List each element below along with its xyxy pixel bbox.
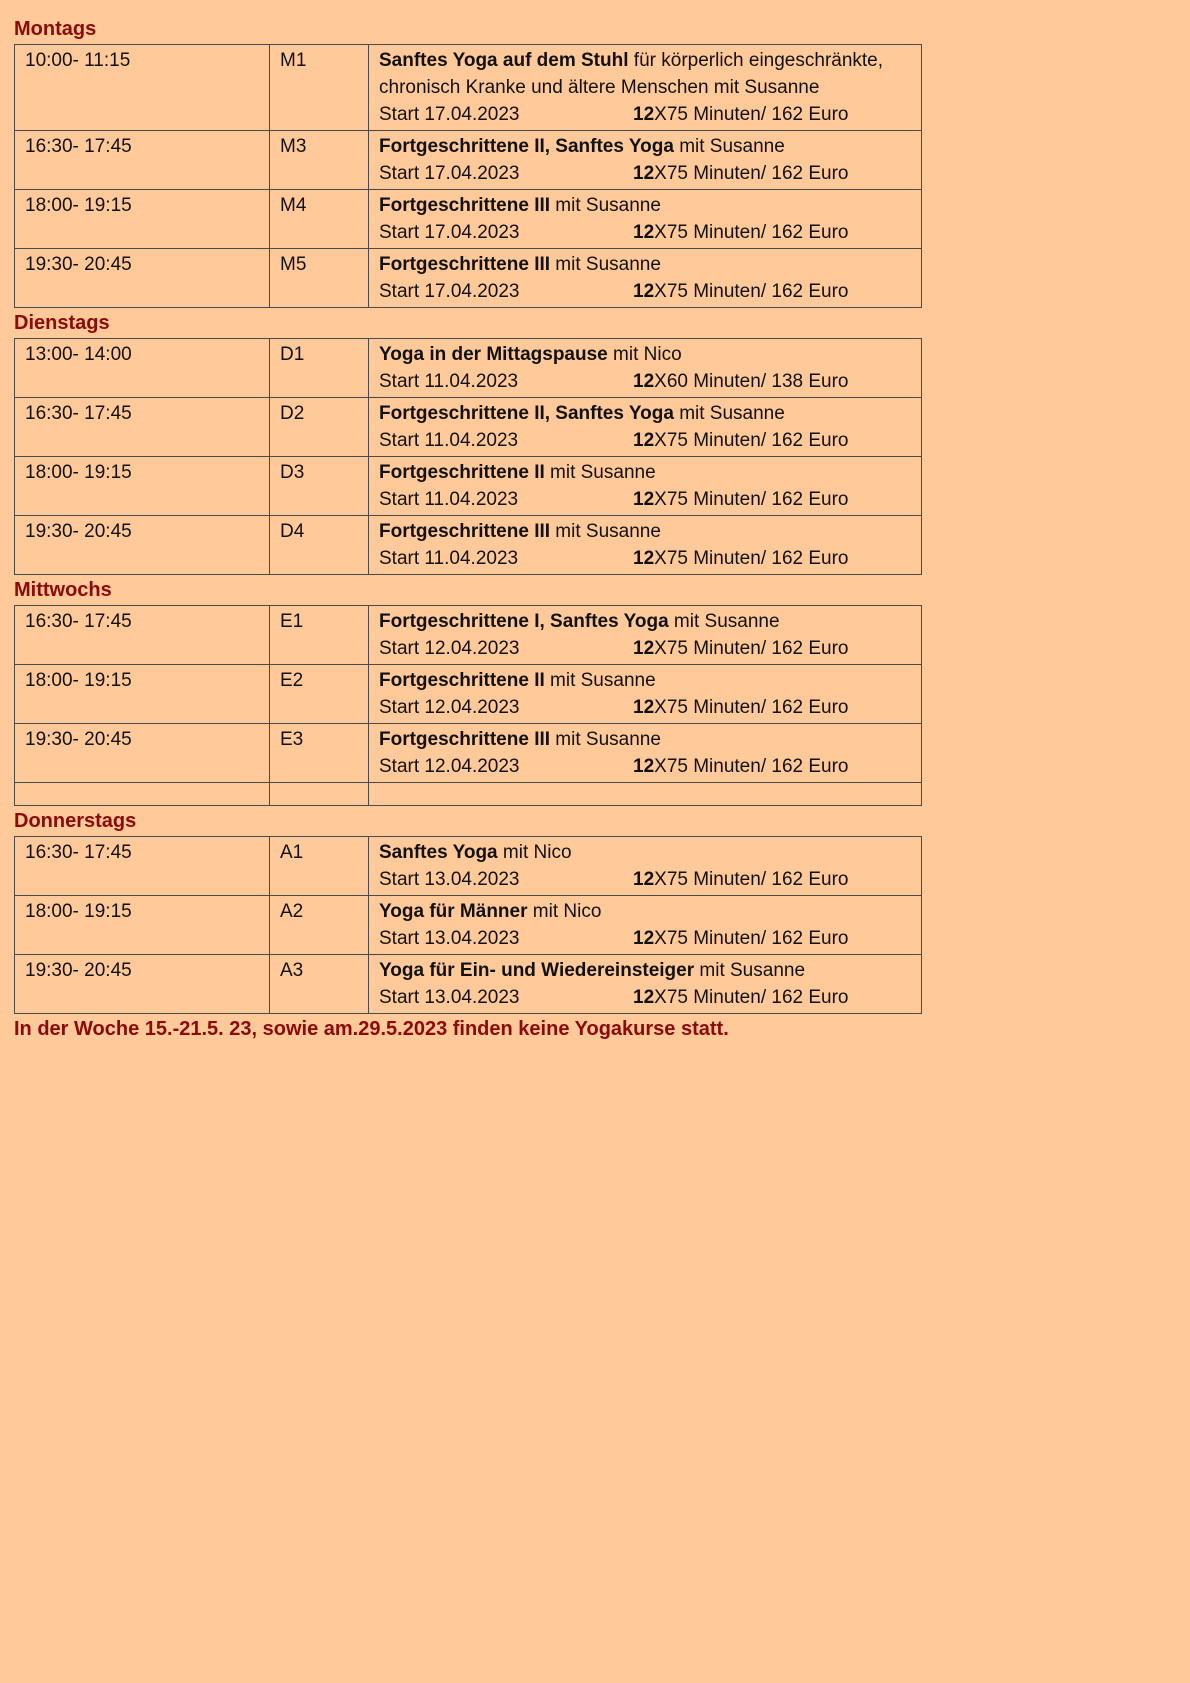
course-title: Sanftes Yoga auf dem Stuhl [379, 50, 629, 71]
course-description [369, 131, 922, 190]
session-count: 12 [633, 697, 655, 718]
course-title: Fortgeschrittene III [379, 254, 551, 275]
session-count: 12 [633, 371, 655, 392]
table-row [15, 398, 922, 457]
course-time: 16:30- 17:45 [15, 131, 270, 190]
course-price [633, 278, 849, 305]
course-description [369, 516, 922, 575]
course-price [633, 368, 849, 395]
course-price [633, 984, 849, 1011]
start-date: Start 17.04.2023 [379, 281, 520, 302]
course-title-line [379, 898, 911, 925]
start-date: Start 11.04.2023 [379, 430, 519, 451]
course-price [633, 694, 849, 721]
course-price [633, 101, 849, 128]
course-title-line [379, 608, 911, 635]
course-start-line [379, 278, 911, 305]
course-title-line [379, 459, 911, 486]
course-time: 19:30- 20:45 [15, 724, 270, 783]
start-date: Start 12.04.2023 [379, 756, 520, 777]
course-code: D4 [270, 516, 369, 575]
course-price [633, 545, 849, 572]
course-description [369, 837, 922, 896]
table-row [15, 955, 922, 1014]
start-date: Start 13.04.2023 [379, 987, 520, 1008]
schedule-table [14, 836, 922, 1014]
session-count: 12 [633, 548, 655, 569]
duration-price: X75 Minuten/ 162 Euro [654, 987, 849, 1008]
table-row [15, 783, 922, 806]
course-title-line [379, 251, 911, 278]
course-price [633, 427, 849, 454]
course-teacher-info: mit Susanne [550, 195, 661, 216]
table-row [15, 457, 922, 516]
course-teacher-info: mit Susanne [550, 729, 661, 750]
session-count: 12 [633, 163, 655, 184]
course-code: A1 [270, 837, 369, 896]
course-time: 18:00- 19:15 [15, 457, 270, 516]
table-row [15, 249, 922, 308]
course-teacher-info: mit Susanne [544, 462, 656, 483]
course-teacher-info: mit Susanne [544, 670, 656, 691]
session-count: 12 [633, 489, 655, 510]
course-title-line [379, 400, 911, 427]
course-time: 18:00- 19:15 [15, 665, 270, 724]
course-teacher-info: mit Susanne [673, 136, 785, 157]
table-row [15, 339, 922, 398]
course-code: E3 [270, 724, 369, 783]
session-count: 12 [633, 222, 655, 243]
session-count: 12 [633, 430, 655, 451]
duration-price: X60 Minuten/ 138 Euro [654, 371, 849, 392]
start-date: Start 12.04.2023 [379, 638, 520, 659]
table-row [15, 896, 922, 955]
session-count: 12 [633, 638, 655, 659]
course-start-line [379, 925, 911, 952]
course-start-line [379, 545, 911, 572]
duration-price: X75 Minuten/ 162 Euro [654, 222, 849, 243]
course-title: Fortgeschrittene III [379, 195, 551, 216]
course-start-line [379, 368, 911, 395]
start-date: Start 12.04.2023 [379, 697, 520, 718]
course-teacher-info: mit Nico [497, 842, 572, 863]
day-heading: Donnerstags [14, 810, 137, 832]
course-price [633, 219, 849, 246]
course-title-line [379, 667, 911, 694]
duration-price: X75 Minuten/ 162 Euro [654, 548, 849, 569]
course-start-line [379, 427, 911, 454]
course-start-line [379, 101, 911, 128]
course-title-line [379, 47, 911, 101]
course-title-line [379, 839, 911, 866]
day-heading: Mittwochs [14, 579, 112, 601]
course-price [633, 160, 849, 187]
duration-price: X75 Minuten/ 162 Euro [654, 104, 849, 125]
schedule-table [14, 44, 922, 308]
course-price [633, 486, 849, 513]
course-title: Fortgeschrittene I, Sanftes Yoga [379, 611, 669, 632]
course-code: E2 [270, 665, 369, 724]
start-date: Start 17.04.2023 [379, 222, 520, 243]
course-start-line [379, 694, 911, 721]
duration-price: X75 Minuten/ 162 Euro [654, 928, 849, 949]
course-description [369, 398, 922, 457]
course-title-line [379, 957, 911, 984]
duration-price: X75 Minuten/ 162 Euro [654, 697, 849, 718]
course-title-line [379, 192, 911, 219]
course-price [633, 635, 849, 662]
duration-price: X75 Minuten/ 162 Euro [654, 430, 849, 451]
course-time: 19:30- 20:45 [15, 955, 270, 1014]
table-row [15, 45, 922, 131]
course-price [633, 866, 849, 893]
course-teacher-info: mit Susanne [673, 403, 785, 424]
course-time: 16:30- 17:45 [15, 606, 270, 665]
course-description [369, 896, 922, 955]
course-description [369, 339, 922, 398]
table-row [15, 516, 922, 575]
course-title: Yoga für Ein- und Wiedereinsteiger [379, 960, 695, 981]
session-count: 12 [633, 281, 655, 302]
start-date: Start 13.04.2023 [379, 869, 520, 890]
course-title-line [379, 726, 911, 753]
table-row [15, 724, 922, 783]
start-date: Start 13.04.2023 [379, 928, 520, 949]
course-description [369, 457, 922, 516]
day-heading: Montags [14, 18, 97, 40]
course-code: E1 [270, 606, 369, 665]
course-title: Sanftes Yoga [379, 842, 498, 863]
course-start-line [379, 984, 911, 1011]
session-count: 12 [633, 987, 655, 1008]
start-date: Start 11.04.2023 [379, 548, 519, 569]
course-time: 18:00- 19:15 [15, 896, 270, 955]
course-teacher-info: mit Nico [527, 901, 602, 922]
duration-price: X75 Minuten/ 162 Euro [654, 163, 849, 184]
course-code: M4 [270, 190, 369, 249]
course-start-line [379, 635, 911, 662]
course-description [369, 190, 922, 249]
session-count: 12 [633, 928, 655, 949]
course-price [633, 753, 849, 780]
schedule-table [14, 338, 922, 575]
duration-price: X75 Minuten/ 162 Euro [654, 756, 849, 777]
course-title-line [379, 133, 911, 160]
course-title: Yoga für Männer [379, 901, 528, 922]
course-code: D1 [270, 339, 369, 398]
course-description [369, 45, 922, 131]
course-title: Fortgeschrittene III [379, 521, 551, 542]
course-code: D2 [270, 398, 369, 457]
start-date: Start 11.04.2023 [379, 489, 519, 510]
course-title-line [379, 518, 911, 545]
course-description [369, 249, 922, 308]
start-date: Start 11.04.2023 [379, 371, 519, 392]
table-row [15, 131, 922, 190]
course-code: M3 [270, 131, 369, 190]
course-time: 19:30- 20:45 [15, 516, 270, 575]
course-title: Fortgeschrittene II, Sanftes Yoga [379, 403, 674, 424]
course-title-line [379, 341, 911, 368]
course-title: Fortgeschrittene II, Sanftes Yoga [379, 136, 674, 157]
schedule-table [14, 605, 922, 806]
course-start-line [379, 486, 911, 513]
course-time: 16:30- 17:45 [15, 837, 270, 896]
course-time: 19:30- 20:45 [15, 249, 270, 308]
course-description [369, 665, 922, 724]
duration-price: X75 Minuten/ 162 Euro [654, 281, 849, 302]
closure-notice: In der Woche 15.-21.5. 23, sowie am.29.5.2023 finden keine Yogakurse statt. [14, 1018, 729, 1040]
course-time: 10:00- 11:15 [15, 45, 270, 131]
course-code: A2 [270, 896, 369, 955]
course-start-line [379, 160, 911, 187]
duration-price: X75 Minuten/ 162 Euro [654, 489, 849, 510]
start-date: Start 17.04.2023 [379, 104, 520, 125]
course-time: 18:00- 19:15 [15, 190, 270, 249]
table-row [15, 606, 922, 665]
duration-price: X75 Minuten/ 162 Euro [654, 638, 849, 659]
course-teacher-info: mit Susanne [550, 521, 661, 542]
session-count: 12 [633, 756, 655, 777]
course-description [369, 955, 922, 1014]
course-description [369, 606, 922, 665]
session-count: 12 [633, 104, 655, 125]
course-teacher-info: mit Susanne [694, 960, 806, 981]
course-time [15, 783, 270, 806]
course-teacher-info: für körperlich eingeschränkte, chronisch Kranke und ältere Menschen mit Susanne [379, 50, 884, 98]
course-title: Fortgeschrittene II [379, 462, 545, 483]
course-title: Fortgeschrittene II [379, 670, 545, 691]
course-code [270, 783, 369, 806]
course-title: Yoga in der Mittagspause [379, 344, 608, 365]
course-teacher-info: mit Nico [607, 344, 682, 365]
course-start-line [379, 866, 911, 893]
course-price [633, 925, 849, 952]
course-time: 13:00- 14:00 [15, 339, 270, 398]
session-count: 12 [633, 869, 655, 890]
table-row [15, 837, 922, 896]
table-row [15, 665, 922, 724]
course-teacher-info: mit Susanne [550, 254, 661, 275]
start-date: Start 17.04.2023 [379, 163, 520, 184]
table-row [15, 190, 922, 249]
schedule-days [14, 14, 1190, 1014]
duration-price: X75 Minuten/ 162 Euro [654, 869, 849, 890]
course-teacher-info: mit Susanne [668, 611, 780, 632]
course-code: M5 [270, 249, 369, 308]
day-heading: Dienstags [14, 312, 110, 334]
course-code: A3 [270, 955, 369, 1014]
course-time: 16:30- 17:45 [15, 398, 270, 457]
course-description [369, 724, 922, 783]
course-description [369, 783, 922, 806]
course-code: M1 [270, 45, 369, 131]
course-title: Fortgeschrittene III [379, 729, 551, 750]
course-start-line [379, 219, 911, 246]
course-start-line [379, 753, 911, 780]
course-code: D3 [270, 457, 369, 516]
